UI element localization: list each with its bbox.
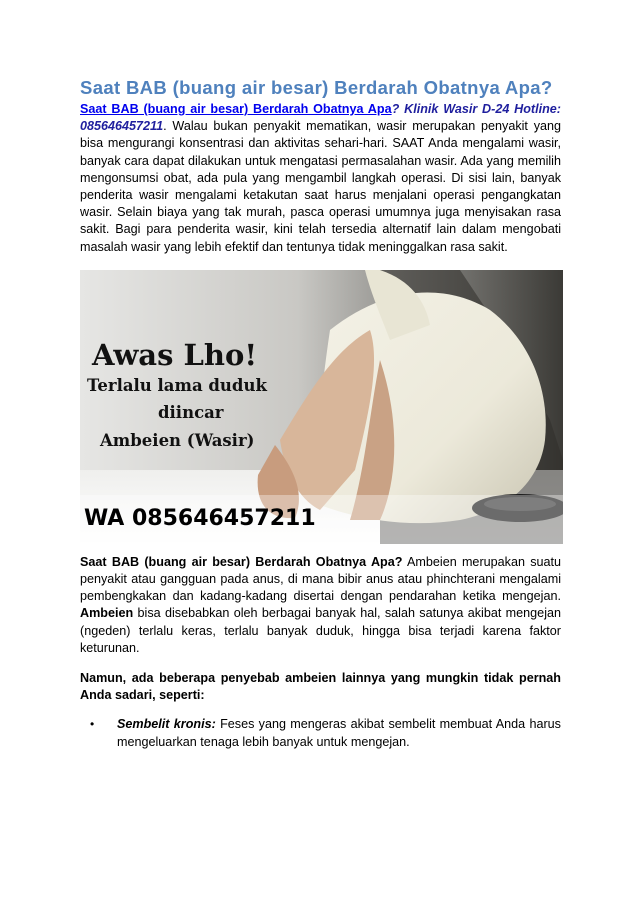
- causes-list: [80, 716, 561, 750]
- banner-whatsapp-number: WA 085646457211: [84, 505, 316, 531]
- list-item-text: Feses yang mengeras akibat sembelit membuat Anda harus mengeluarkan tenaga lebih banyak untuk mengejan.: [117, 717, 561, 749]
- paragraph-2-text-1: Ambeien merupakan suatu penyakit atau gangguan pada anus, di mana bibir anus atau phinchterani mengalami pembengkakan dan kadang-kadang disertai dengan pendarahan ketika mengejan.: [80, 554, 561, 604]
- list-item: [90, 716, 561, 750]
- document-page: [80, 76, 561, 751]
- article-link[interactable]: Saat BAB (buang air besar) Berdarah Obatnya Apa: [80, 102, 392, 116]
- intro-body: . Walau bukan penyakit mematikan, wasir merupakan penyakit yang bisa mengurangi konsentrasi dan aktivitas sehari-hari. SAAT Anda mengalami wasir, banyak cara dapat dilakukan untuk mengatasi permasalahan wasir. Ada yang memilih mengonsumsi obat, ada pula yang mengambil langkah operasi. Di sisi lain, banyak penderita wasir mengalami ketakutan saat harus menjalani operasi pengangkatan wasir. Selain biaya yang tak murah, pasca operasi umumnya juga menyisakan rasa sakit. Bagi para penderita wasir, kini telah tersedia alternatif lain dalam mengobati masalah wasir yang lebih efektif dan tentunya tidak meninggalkan rasa sakit.: [80, 119, 561, 254]
- paragraph-2-text-2: bisa disebabkan oleh berbagai banyak hal, salah satunya akibat mengejan (ngeden) terlalu keras, terlalu banyak duduk, hingga bisa terjadi karena faktor keturunan.: [80, 606, 561, 655]
- article-title: Saat BAB (buang air besar) Berdarah Obatnya Apa?: [80, 77, 553, 98]
- question-mark: ?: [391, 102, 400, 116]
- banner-photo-illustration: [80, 270, 563, 544]
- bullet-icon: •: [90, 717, 95, 732]
- banner-headline: Awas Lho!: [92, 337, 258, 372]
- banner-line-2: Terlalu lama duduk: [87, 375, 267, 395]
- paragraph-3: Namun, ada beberapa penyebab ambeien lainnya yang mungkin tidak pernah Anda sadari, seperti:: [80, 671, 561, 703]
- banner-image: [80, 270, 563, 544]
- hotline-text: Klinik Wasir D-24 Hotline: 085646457211: [80, 102, 562, 134]
- intro-paragraph: [80, 101, 561, 256]
- banner-line-3: diincar: [158, 402, 224, 422]
- paragraph-2-lead: Saat BAB (buang air besar) Berdarah Obatnya Apa?: [80, 554, 403, 569]
- paragraph-2-bold-word: Ambeien: [80, 606, 134, 621]
- list-item-term: Sembelit kronis:: [117, 717, 216, 732]
- paragraph-2: [80, 554, 561, 657]
- banner-line-4: Ambeien (Wasir): [100, 430, 255, 450]
